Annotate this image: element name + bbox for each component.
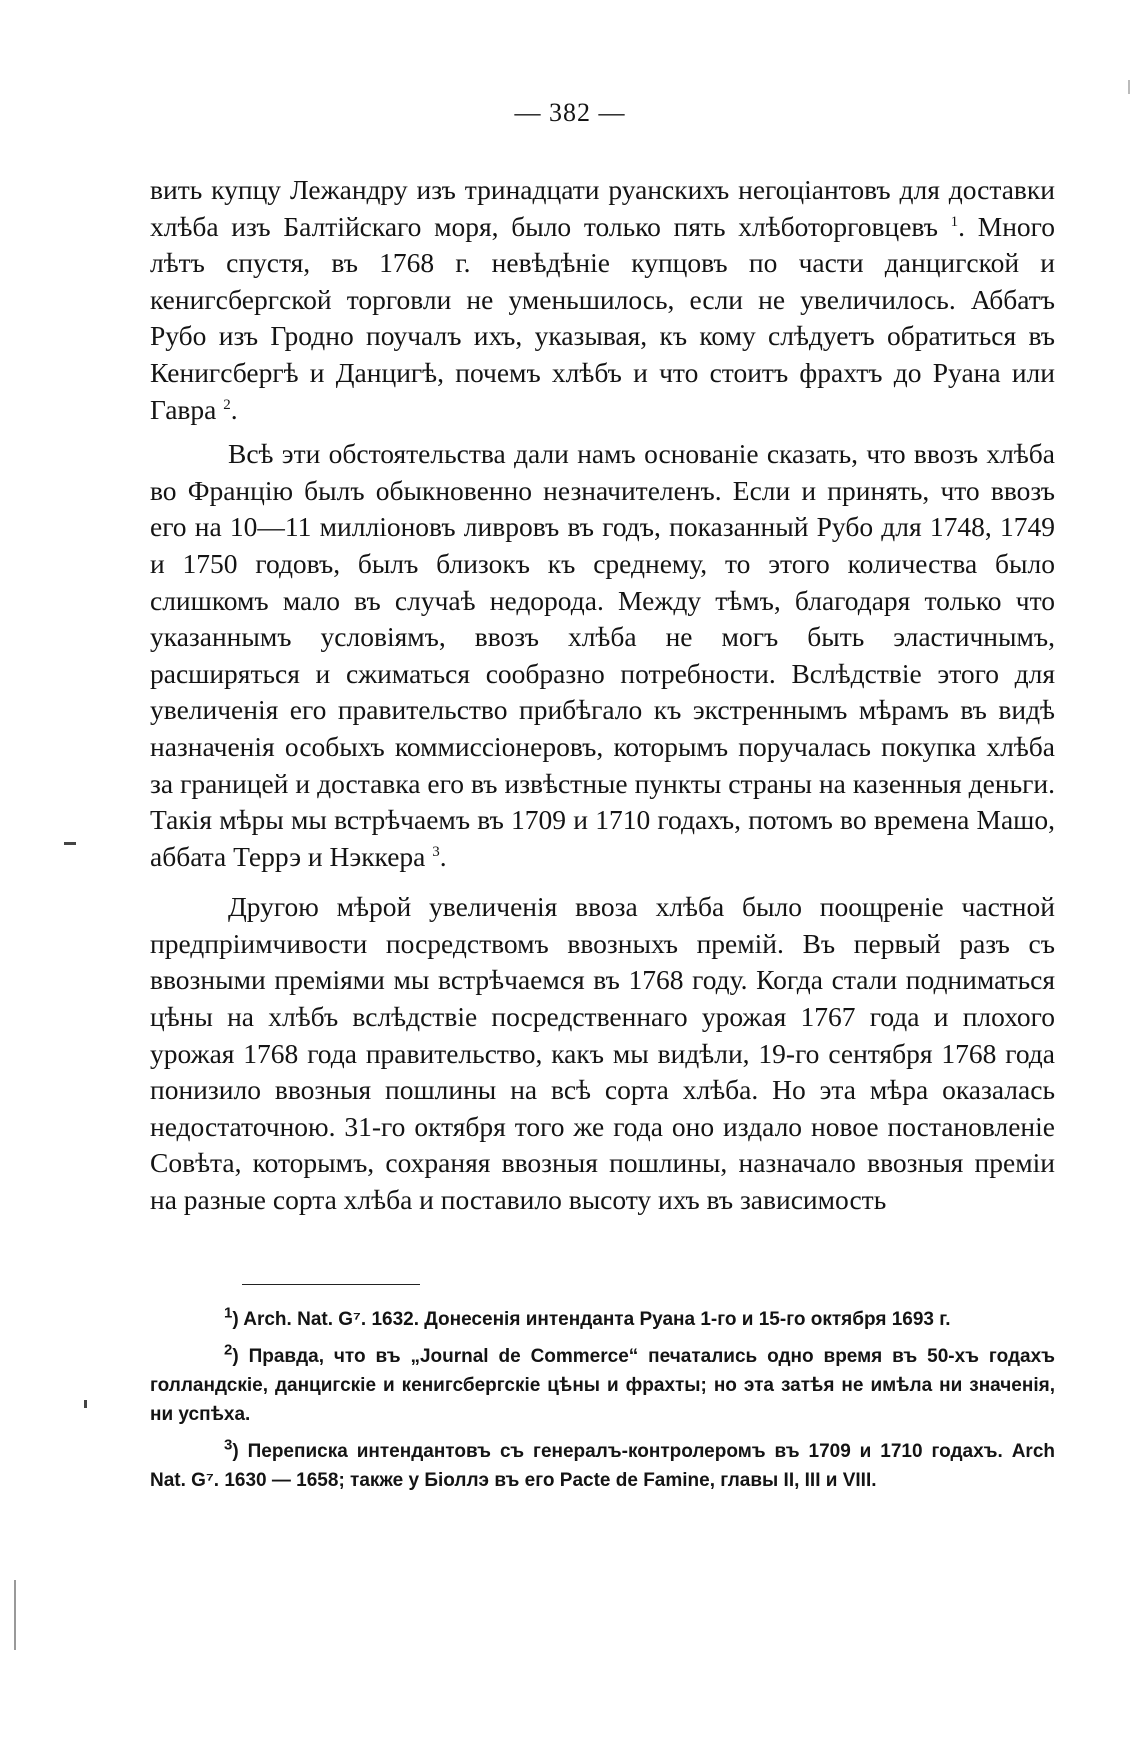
margin-dash-mark	[64, 842, 76, 845]
page-number: — 382 —	[514, 98, 626, 127]
margin-dot-mark	[84, 1400, 87, 1408]
paragraph-3: Другою мѣрой увеличенія ввоза хлѣба было поощреніе частной предпріимчивости посредствомъ ввозныхъ премій. Въ первый разъ съ ввозными преміями мы встрѣчаемся въ 1768 году. Когда стали подниматься цѣны на хлѣбъ вслѣдствіе посредственнаго урожая 1767 года и плохого урожая 1768 года правительство, какъ мы видѣли, 19-го сентября 1768 года понизило ввозныя пошлины на всѣ сорта хлѣба. Но эта мѣра оказалась недостаточною. 31-го октября того же года оно издало новое постановленіе Совѣта, которымъ, сохраняя ввозныя пошлины, назначало ввозныя преміи на разные сорта хлѣба и поставило высоту ихъ въ зависимость	[150, 891, 1055, 1216]
margin-tick-mark	[1128, 80, 1130, 94]
paragraph-1: вить купцу Лежандру изъ тринадцати руанскихъ негоціантовъ для доставки хлѣба изъ Балтійскаго моря, было только пять хлѣботорговцевъ $^1$. Много лѣтъ спустя, въ 1768 г. невѣдѣніе купцовъ по части данцигской и кенигсбергской торговли не уменьшилось, если не увеличилось. Аббатъ Рубо изъ Гродно поучалъ ихъ, указывая, къ кому слѣдуетъ обратиться въ Кенигсбергѣ и Данцигѣ, почемъ хлѣбъ и что стоитъ фрахтъ до Руана или Гавра $^2$.	[150, 174, 1056, 425]
paragraph-2: Всѣ эти обстоятельства дали намъ основаніе сказать, что ввозъ хлѣба во Францію былъ обыкновенно незначителенъ. Если и принять, что ввозъ его на 10—11 милліоновъ ливровъ въ годъ, показанный Рубо для 1748, 1749 и 1750 годовъ, былъ близокъ къ среднему, то этого количества было слишкомъ мало въ случаѣ недорода. Между тѣмъ, благодаря только что указаннымъ условіямъ, ввозъ хлѣба не могъ быть эластичнымъ, расширяться и сжиматься сообразно потребности. Вслѣдствіе этого для увеличенія его правительство прибѣгало къ экстреннымъ мѣрамъ въ видѣ назначенія особыхъ коммиссіонеровъ, которымъ поручалась покупка хлѣба за границей и доставка его въ извѣстные пункты страны на казенныя деньги. Такія мѣры мы встрѣчаемъ въ 1709 и 1710 годахъ, потомъ во времена Машо, аббата Террэ и Нэккера $^3$.	[150, 438, 1055, 872]
footnote-2: $^2$) Правда, что въ „Journal de Commerce“ печатались одно время въ 50-хъ годахъ голландскіе, данцигскіе и кенигсбергскіе цѣны и фрахты; но эта затѣя не имѣла ни значенія, ни успѣха.	[150, 1341, 1055, 1425]
footnote-ref-3: 3	[432, 843, 440, 860]
footnote-ref-2: 2	[223, 396, 231, 413]
footnote-ref-1: 1	[950, 213, 959, 230]
main-text	[150, 172, 1055, 1219]
footnote-separator	[242, 1284, 420, 1285]
footnote-3: $^3$) Переписка интендантовъ съ генералъ-контролеромъ въ 1709 и 1710 годахъ. Arch Nat. G⁷. 1630 — 1658; также у Біоллэ въ его Pacte de Famine, главы II, III и VIII.	[150, 1436, 1056, 1491]
margin-line-mark	[14, 1580, 16, 1650]
footnotes	[150, 1305, 1055, 1503]
footnote-1: $^1$) Arch. Nat. G⁷. 1632. Донесенія интенданта Руана 1-го и 15-го октября 1693 г.	[224, 1304, 951, 1330]
